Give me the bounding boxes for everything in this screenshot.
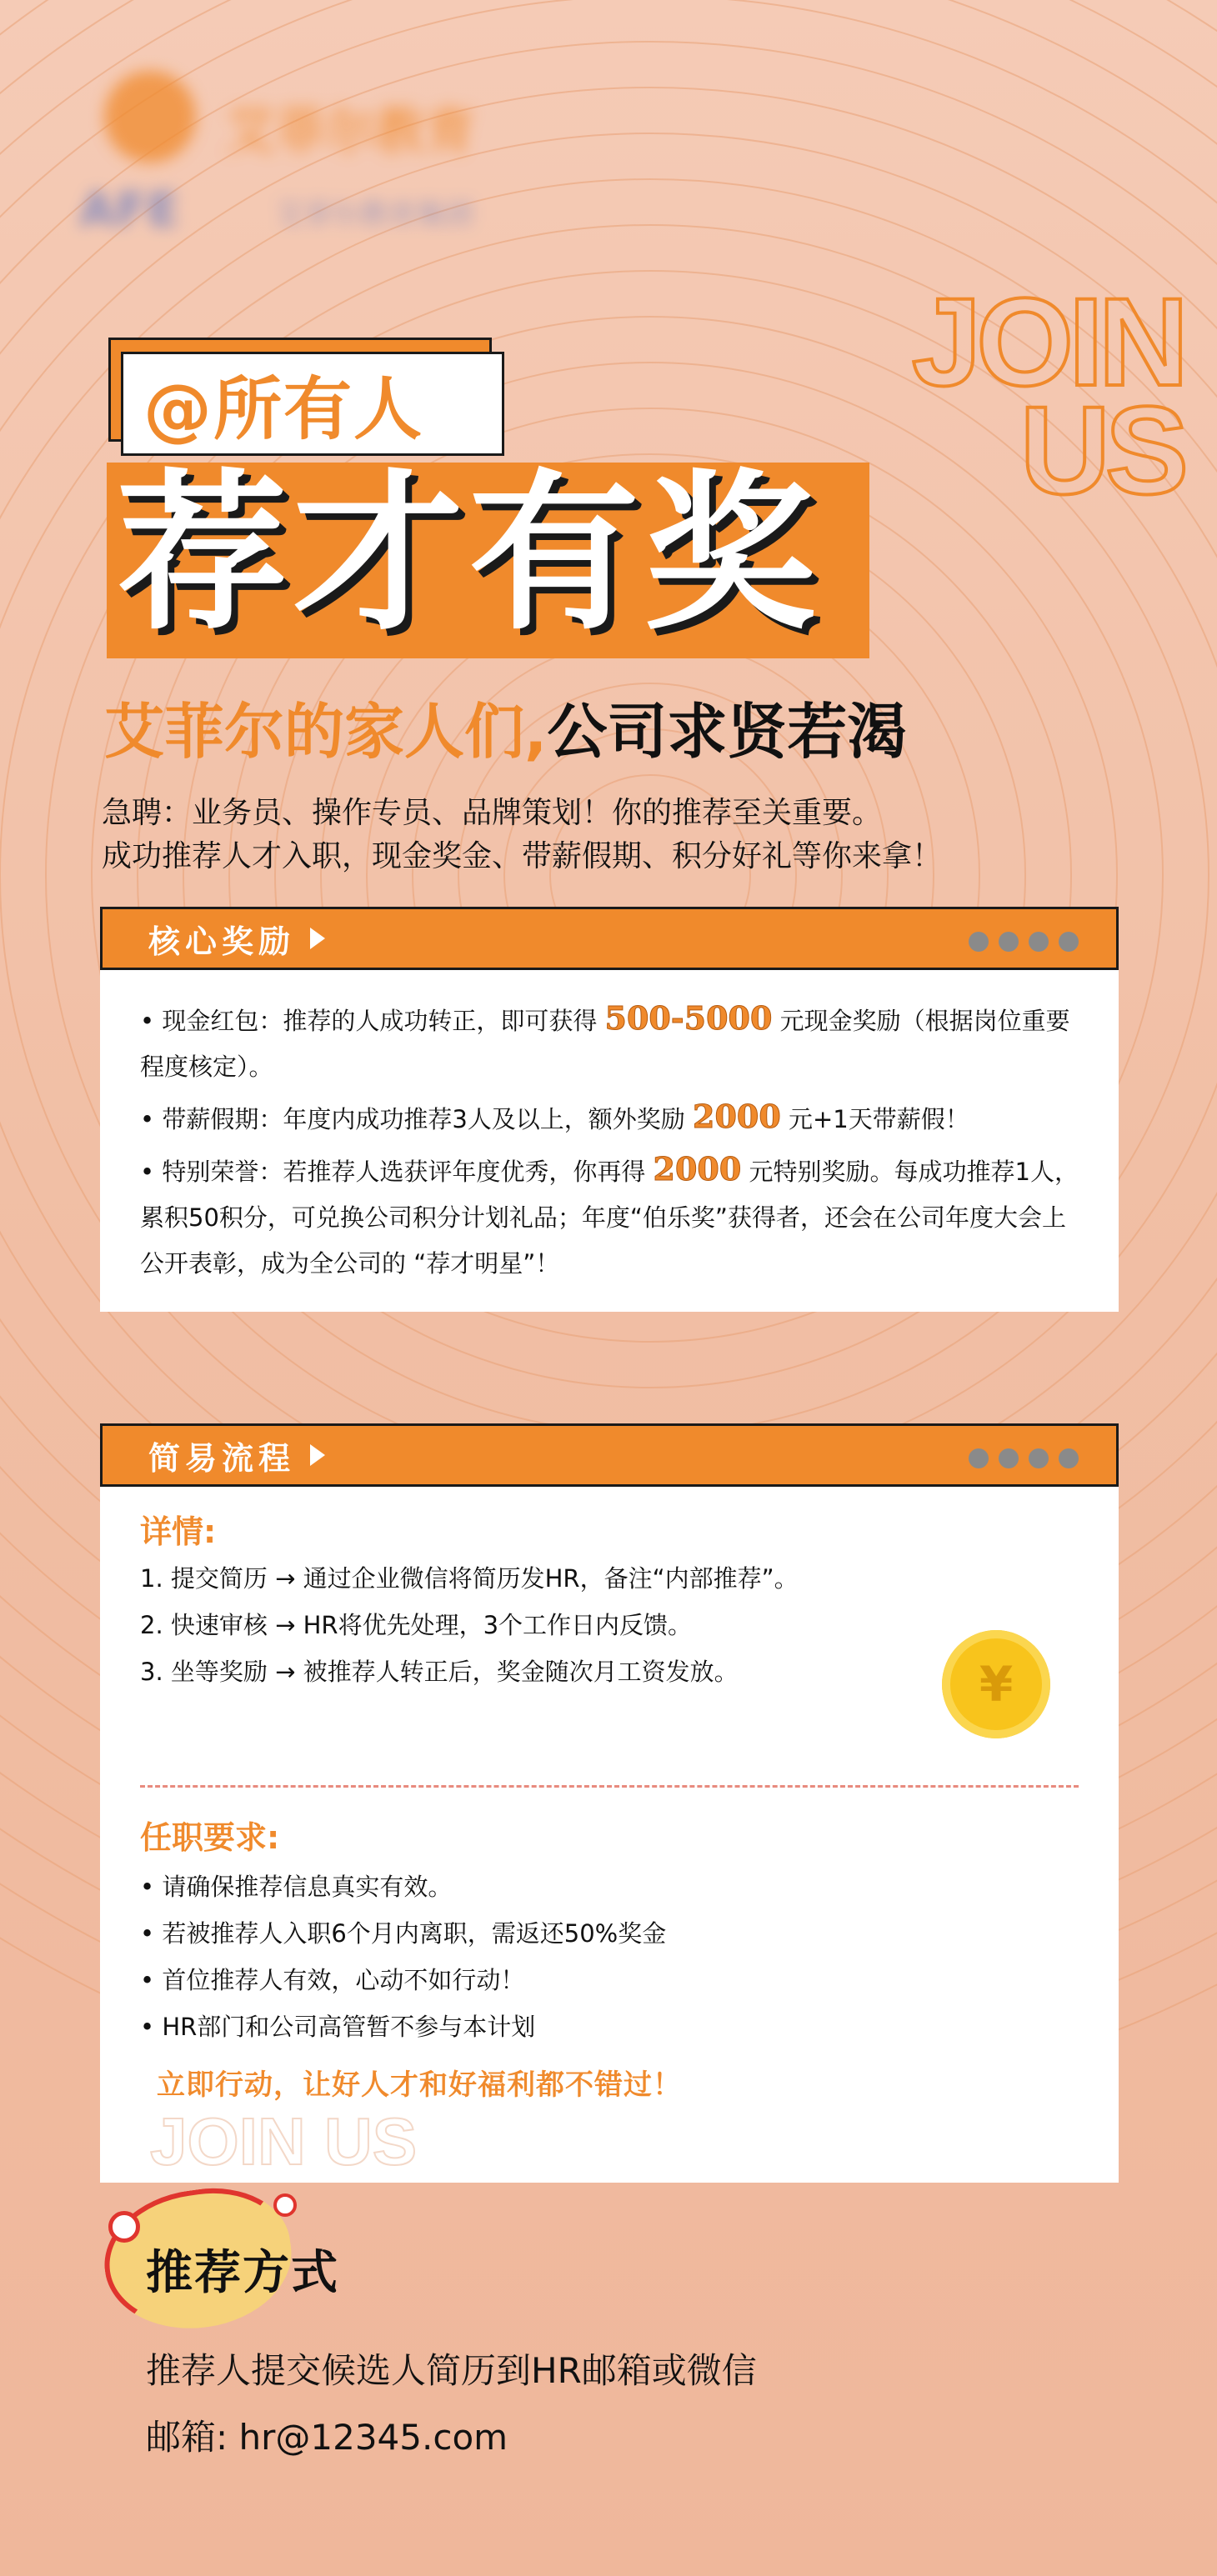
details-title: 详情:: [140, 1513, 217, 1550]
bubble-icon: [273, 2193, 297, 2217]
subheadline-black: 公司求贤若渴: [547, 697, 908, 767]
rewards-card-title: 核心奖励: [148, 923, 296, 960]
intro-line-2: 成功推荐人才入职，现金奖金、带薪假期、积分好礼等你来拿！: [102, 839, 943, 873]
subheadline-orange: 艾菲尔的家人们,: [104, 697, 548, 767]
list-item: • 若被推荐人入职6个月内离职，需返还50%奖金: [140, 1919, 667, 1948]
coin-icon: ¥: [942, 1630, 1050, 1738]
reward-amount: 2000: [653, 1150, 742, 1188]
reward-item-text: • 现金红包：推荐的人成功转正，即可获得: [140, 1007, 605, 1035]
page-title: 荐才有奖: [117, 455, 820, 653]
play-arrow-icon: [310, 1444, 325, 1466]
reward-item-text: 元现金奖励（根据岗位重要程度核定）。: [140, 1007, 1070, 1081]
logo-name: 艾菲尔教育: [225, 103, 475, 161]
recommend-method: 推荐人提交候选人简历到HR邮箱或微信: [146, 2350, 757, 2391]
process-card-title: 简易流程: [148, 1439, 296, 1477]
join-us-watermark: JOIN US: [150, 2104, 418, 2178]
call-to-action: 立即行动，让好人才和好福利都不错过！: [157, 2068, 682, 2102]
list-item: 1. 提交简历 → 通过企业微信将简历发HR，备注“内部推荐”。: [140, 1564, 799, 1593]
process-card-body: [100, 1487, 1119, 2183]
process-card: [100, 1423, 1119, 2183]
recommend-email: 邮箱: hr@12345.com: [146, 2417, 508, 2458]
reward-amount: 500-5000: [604, 999, 773, 1037]
reward-item: [140, 1093, 1079, 1143]
dashed-divider: [140, 1785, 1079, 1788]
reward-item-text: • 带薪假期：年度内成功推荐3人及以上，额外奖励: [140, 1105, 693, 1133]
reward-item-text: • 特别荣誉：若推荐人选获评年度优秀，你再得: [140, 1158, 654, 1186]
list-item: 3. 坐等奖励 → 被推荐人转正后，奖金随次月工资发放。: [140, 1658, 739, 1686]
reward-item: [140, 995, 1079, 1090]
join-us-line2: US: [1019, 380, 1184, 520]
logo-mark-icon: [104, 71, 196, 163]
requirements-title: 任职要求:: [140, 1819, 280, 1856]
requirements-list: [140, 1863, 666, 2050]
list-item: • 首位推荐人有效，心动不如行动！: [140, 1966, 525, 1994]
dot-icon: [1059, 932, 1079, 952]
logo-abbr: AFE: [79, 183, 179, 238]
rewards-card: [100, 907, 1119, 1312]
bubble-icon: [108, 2211, 140, 2243]
subheadline: [104, 683, 907, 770]
reward-item-text: 元特别奖励。每成功推荐1人，累积50积分，可兑换公司积分计划礼品；年度“伯乐奖”获得者，还会在公司年度大会上公开表彰，成为全公司的 “荐才明星”！: [140, 1158, 1079, 1278]
recommend-title: 推荐方式: [146, 2246, 339, 2300]
process-card-header: [100, 1423, 1119, 1487]
intro-text: [102, 792, 942, 878]
list-item: • 请确保推荐信息真实有效。: [140, 1873, 453, 1901]
reward-item: [140, 1146, 1079, 1287]
list-item: 2. 快速审核 → HR将优先处理，3个工作日内反馈。: [140, 1611, 693, 1639]
dot-icon: [1029, 1448, 1049, 1468]
steps-list: [140, 1555, 1079, 1695]
join-us-line1: JOIN: [911, 272, 1184, 412]
dots-decoration: [969, 1448, 1079, 1468]
reward-item-text: 元+1天带薪假！: [780, 1105, 969, 1133]
dot-icon: [1059, 1448, 1079, 1468]
dot-icon: [969, 1448, 989, 1468]
reward-amount: 2000: [693, 1098, 781, 1135]
dot-icon: [1029, 932, 1049, 952]
dots-decoration: [969, 932, 1079, 952]
logo-subtitle: 艾菲尔教育集团: [275, 198, 473, 232]
dot-icon: [999, 1448, 1019, 1468]
list-item: • HR部门和公司高管暂不参与本计划: [140, 2013, 536, 2041]
rewards-card-header: [100, 907, 1119, 970]
dot-icon: [999, 932, 1019, 952]
dot-icon: [969, 932, 989, 952]
rewards-card-body: [100, 970, 1119, 1312]
join-us-outline-text: [909, 272, 1184, 520]
mention-all-tag: @所有人: [121, 352, 504, 456]
intro-line-1: 急聘：业务员、操作专员、品牌策划！你的推荐至关重要。: [102, 796, 883, 830]
company-logo: [79, 58, 546, 238]
play-arrow-icon: [310, 928, 325, 949]
